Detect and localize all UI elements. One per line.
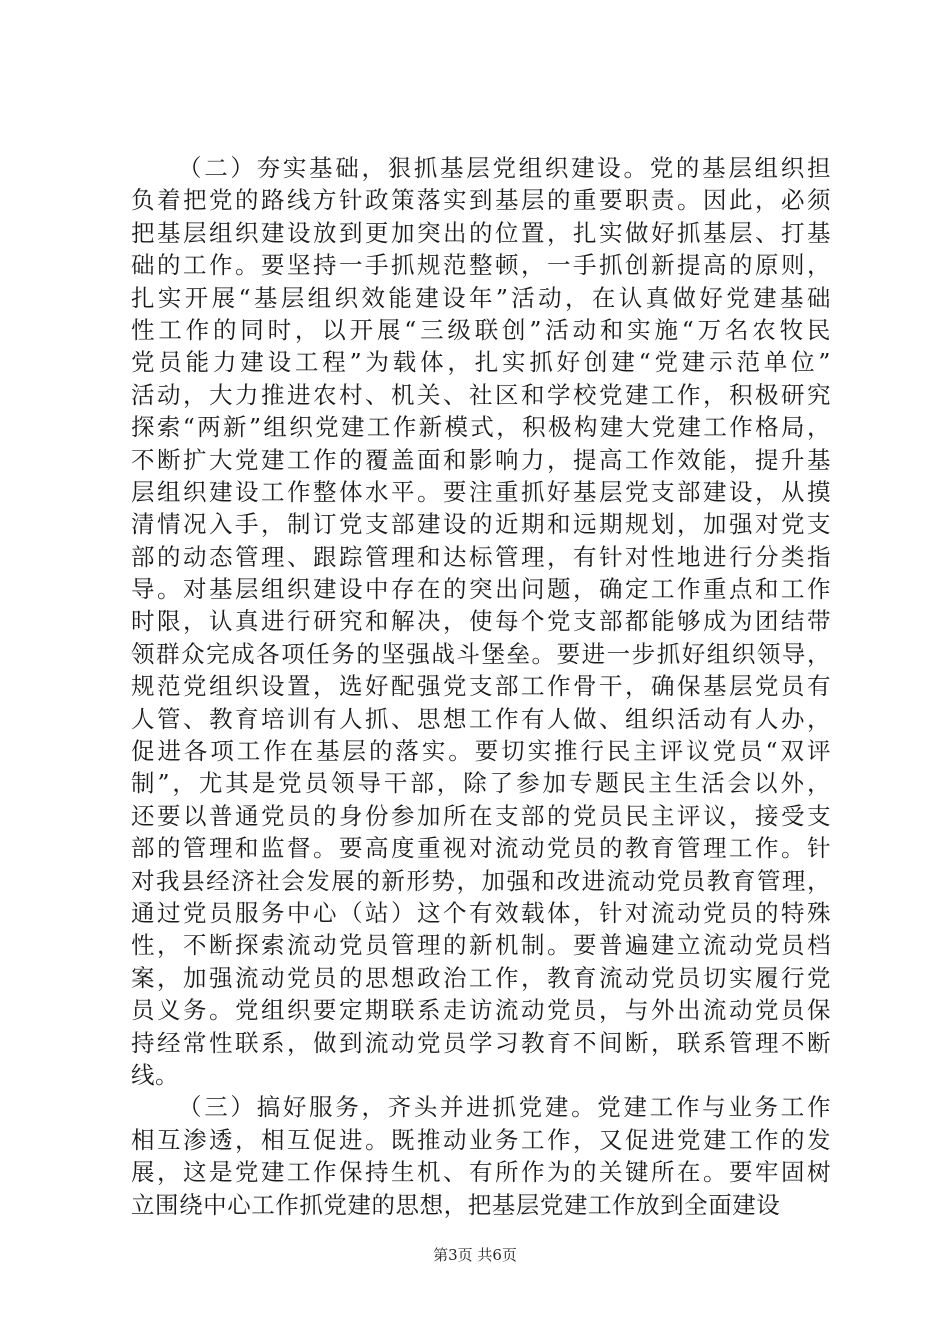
paragraph-line: 通过党员服务中心（站）这个有效载体，针对流动党员的特殊	[131, 898, 831, 927]
paragraph-line: 导。对基层组织建设中存在的突出问题，确定工作重点和工作	[131, 575, 831, 604]
paragraph-line: 层组织建设工作整体水平。要注重抓好基层党支部建设，从摸	[131, 477, 831, 506]
paragraph-line: 展，这是党建工作保持生机、有所作为的关键所在。要牢固树	[131, 1158, 831, 1187]
paragraph-line: 立围绕中心工作抓党建的思想，把基层党建工作放到全面建设	[131, 1190, 781, 1219]
paragraph-line: 还要以普通党员的身份参加所在支部的党员民主评议，接受支	[131, 801, 831, 830]
paragraph-line: （二）夯实基础，狠抓基层党组织建设。党的基层组织担	[178, 154, 831, 182]
paragraph-line: 探索“两新”组织党建工作新模式，积极构建大党建工作格局，	[131, 413, 831, 442]
paragraph-line: 案，加强流动党员的思想政治工作，教育流动党员切实履行党	[131, 963, 831, 992]
paragraph-line: 党员能力建设工程”为载体，扎实抓好创建“党建示范单位”	[131, 348, 831, 377]
paragraph-line: 对我县经济社会发展的新形势，加强和改进流动党员教育管理，	[131, 866, 831, 895]
paragraph-line: 时限，认真进行研究和解决，使每个党支部都能够成为团结带	[131, 607, 831, 636]
paragraph-line: 持经常性联系，做到流动党员学习教育不间断，联系管理不断	[131, 1028, 831, 1057]
paragraph-line: 相互渗透，相互促进。既推动业务工作，又促进党建工作的发	[131, 1125, 831, 1154]
paragraph-line: 不断扩大党建工作的覆盖面和影响力，提高工作效能，提升基	[131, 445, 831, 474]
paragraph-line: 制”，尤其是党员领导干部，除了参加专题民主生活会以外，	[131, 769, 831, 798]
paragraph-line: 性，不断探索流动党员管理的新机制。要普遍建立流动党员档	[131, 931, 831, 960]
paragraph	[131, 152, 831, 1091]
page-number-label: 第3页 共6页	[433, 1246, 517, 1264]
paragraph-line: 把基层组织建设放到更加突出的位置，扎实做好抓基层、打基	[131, 218, 831, 247]
paragraph-line: 性工作的同时，以开展“三级联创”活动和实施“万名农牧民	[131, 315, 831, 344]
paragraph-line: 清情况入手，制订党支部建设的近期和远期规划，加强对党支	[131, 510, 831, 539]
paragraph-line: 部的动态管理、跟踪管理和达标管理，有针对性地进行分类指	[131, 542, 831, 571]
paragraph-line: 促进各项工作在基层的落实。要切实推行民主评议党员“双评	[131, 737, 831, 766]
document-body	[131, 152, 831, 1221]
paragraph-line: 领群众完成各项任务的坚强战斗堡垒。要进一步抓好组织领导，	[131, 639, 831, 668]
paragraph-line: 部的管理和监督。要高度重视对流动党员的教育管理工作。针	[131, 834, 831, 863]
paragraph-line: 扎实开展“基层组织效能建设年”活动，在认真做好党建基础	[131, 283, 831, 312]
paragraph-line: 人管、教育培训有人抓、思想工作有人做、组织活动有人办，	[131, 704, 831, 733]
paragraph-line: 础的工作。要坚持一手抓规范整顿，一手抓创新提高的原则，	[131, 251, 831, 280]
paragraph-line: 规范党组织设置，选好配强党支部工作骨干，确保基层党员有	[131, 672, 831, 701]
paragraph-line: 线。	[131, 1060, 180, 1089]
paragraph-line: 负着把党的路线方针政策落实到基层的重要职责。因此，必须	[131, 186, 831, 215]
page-footer	[0, 1245, 950, 1265]
paragraph-line: 活动，大力推进农村、机关、社区和学校党建工作，积极研究	[131, 380, 831, 409]
paragraph-line: （三）搞好服务，齐头并进抓党建。党建工作与业务工作	[178, 1093, 831, 1122]
paragraph-line: 员义务。党组织要定期联系走访流动党员，与外出流动党员保	[131, 996, 831, 1025]
paragraph	[131, 1091, 831, 1221]
